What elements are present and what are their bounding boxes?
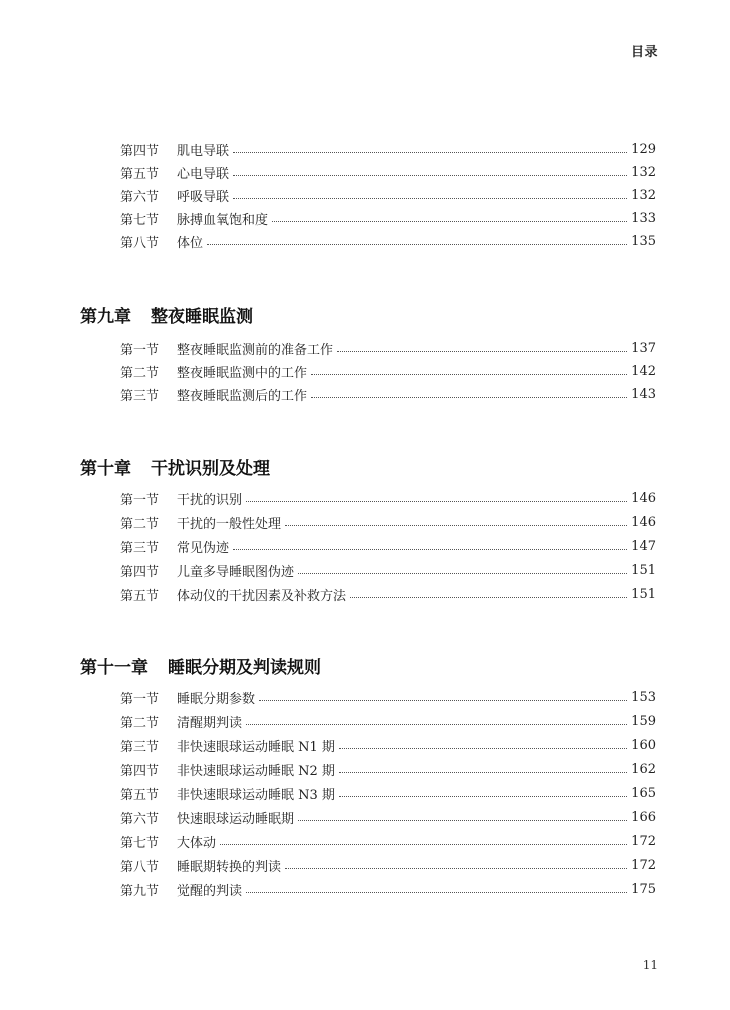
section-number: 第一节: [120, 492, 160, 508]
chapter-title: 睡眠分期及判读规则: [168, 658, 321, 678]
page-number: 166: [631, 809, 656, 825]
section-title: 整夜睡眠监测后的工作: [177, 388, 308, 404]
toc-entry[interactable]: [120, 734, 656, 756]
toc-entry[interactable]: [120, 583, 656, 605]
section-title: 大体动: [177, 835, 217, 851]
page-number: 133: [631, 210, 656, 226]
section-title: 干扰的识别: [177, 492, 243, 508]
dot-leader: [298, 820, 627, 821]
toc-entry[interactable]: [120, 487, 656, 509]
section-title: 心电导联: [177, 166, 230, 182]
toc-entry[interactable]: [120, 535, 656, 557]
section-number: 第一节: [120, 342, 160, 358]
section-title: 体动仪的干扰因素及补救方法: [177, 588, 347, 604]
section-title: 儿童多导睡眠图伪迹: [177, 564, 295, 580]
toc-entry[interactable]: [120, 710, 656, 732]
section-number: 第六节: [120, 189, 160, 205]
section-title: 整夜睡眠监测中的工作: [177, 365, 308, 381]
toc-entry[interactable]: [120, 806, 656, 828]
page-number: 151: [631, 562, 656, 578]
section-title: 快速眼球运动睡眠期: [177, 811, 295, 827]
dot-leader: [272, 221, 627, 222]
section-title: 整夜睡眠监测前的准备工作: [177, 342, 334, 358]
page-number: 160: [631, 737, 656, 753]
toc-entry[interactable]: [120, 758, 656, 780]
section-title: 脉搏血氧饱和度: [177, 212, 269, 228]
section-title: 非快速眼球运动睡眠 N3 期: [177, 787, 335, 803]
section-title: 肌电导联: [177, 143, 230, 159]
section-number: 第八节: [120, 859, 160, 875]
section-number: 第四节: [120, 143, 160, 159]
section-number: 第四节: [120, 564, 160, 580]
section-number: 第九节: [120, 883, 160, 899]
section-number: 第四节: [120, 763, 160, 779]
section-number: 第五节: [120, 588, 160, 604]
section-number: 第五节: [120, 166, 160, 182]
toc-entry[interactable]: [120, 782, 656, 804]
page-number: 159: [631, 713, 656, 729]
chapter-title: 整夜睡眠监测: [151, 307, 253, 327]
dot-leader: [246, 724, 627, 725]
toc-entry[interactable]: [120, 878, 656, 900]
section-title: 睡眠期转换的判读: [177, 859, 282, 875]
toc-entry[interactable]: [120, 207, 656, 229]
section-title: 常见伪迹: [177, 540, 230, 556]
section-number: 第二节: [120, 365, 160, 381]
section-number: 第五节: [120, 787, 160, 803]
dot-leader: [246, 892, 627, 893]
section-number: 第二节: [120, 516, 160, 532]
toc-entry[interactable]: [120, 511, 656, 533]
dot-leader: [233, 549, 627, 550]
section-title: 清醒期判读: [177, 715, 243, 731]
toc-entry[interactable]: [120, 830, 656, 852]
dot-leader: [207, 244, 627, 245]
toc-entry[interactable]: [120, 383, 656, 405]
dot-leader: [233, 152, 627, 153]
page-number: 172: [631, 833, 656, 849]
section-title: 睡眠分期参数: [177, 691, 256, 707]
toc-entry[interactable]: [120, 337, 656, 359]
page-number: 146: [631, 490, 656, 506]
page-number: 143: [631, 386, 656, 402]
toc-entry[interactable]: [120, 686, 656, 708]
dot-leader: [220, 844, 627, 845]
page-number: 165: [631, 785, 656, 801]
dot-leader: [337, 351, 627, 352]
page-number: 142: [631, 363, 656, 379]
section-number: 第六节: [120, 811, 160, 827]
page-number: 129: [631, 141, 656, 157]
dot-leader: [339, 772, 627, 773]
dot-leader: [285, 525, 627, 526]
page-number: 175: [631, 881, 656, 897]
chapter-number: 第十章: [80, 459, 131, 479]
page-number: 151: [631, 586, 656, 602]
page-number: 135: [631, 233, 656, 249]
dot-leader: [233, 175, 627, 176]
toc-entry[interactable]: [120, 559, 656, 581]
section-number: 第八节: [120, 235, 160, 251]
section-number: 第三节: [120, 739, 160, 755]
dot-leader: [246, 501, 627, 502]
dot-leader: [311, 397, 627, 398]
dot-leader: [350, 597, 627, 598]
chapter-number: 第十一章: [80, 658, 148, 678]
toc-entry[interactable]: [120, 360, 656, 382]
running-header: 目录: [630, 45, 658, 60]
dot-leader: [339, 796, 627, 797]
page-number: 162: [631, 761, 656, 777]
dot-leader: [285, 868, 627, 869]
dot-leader: [259, 700, 627, 701]
section-title: 觉醒的判读: [177, 883, 243, 899]
section-number: 第一节: [120, 691, 160, 707]
page-number: 147: [631, 538, 656, 554]
page-number: 172: [631, 857, 656, 873]
page-number: 132: [631, 187, 656, 203]
chapter-heading[interactable]: [80, 653, 321, 678]
section-number: 第七节: [120, 212, 160, 228]
section-number: 第七节: [120, 835, 160, 851]
chapter-heading[interactable]: [80, 302, 253, 327]
page-number: 137: [631, 340, 656, 356]
section-title: 非快速眼球运动睡眠 N2 期: [177, 763, 335, 779]
section-title: 干扰的一般性处理: [177, 516, 282, 532]
toc-entry[interactable]: [120, 854, 656, 876]
dot-leader: [298, 573, 627, 574]
chapter-title: 干扰识别及处理: [151, 459, 270, 479]
dot-leader: [311, 374, 627, 375]
section-number: 第二节: [120, 715, 160, 731]
toc-entry[interactable]: [120, 184, 656, 206]
toc-entry[interactable]: [120, 138, 656, 160]
page-number: 146: [631, 514, 656, 530]
page-number: 153: [631, 689, 656, 705]
dot-leader: [233, 198, 627, 199]
toc-entry[interactable]: [120, 161, 656, 183]
dot-leader: [339, 748, 627, 749]
folio-page-number: 11: [642, 958, 658, 972]
page-number: 132: [631, 164, 656, 180]
chapter-number: 第九章: [80, 307, 131, 327]
section-title: 非快速眼球运动睡眠 N1 期: [177, 739, 335, 755]
section-number: 第三节: [120, 540, 160, 556]
section-number: 第三节: [120, 388, 160, 404]
toc-entry[interactable]: [120, 230, 656, 252]
section-title: 呼吸导联: [177, 189, 230, 205]
section-title: 体位: [177, 235, 204, 251]
chapter-heading[interactable]: [80, 454, 270, 479]
